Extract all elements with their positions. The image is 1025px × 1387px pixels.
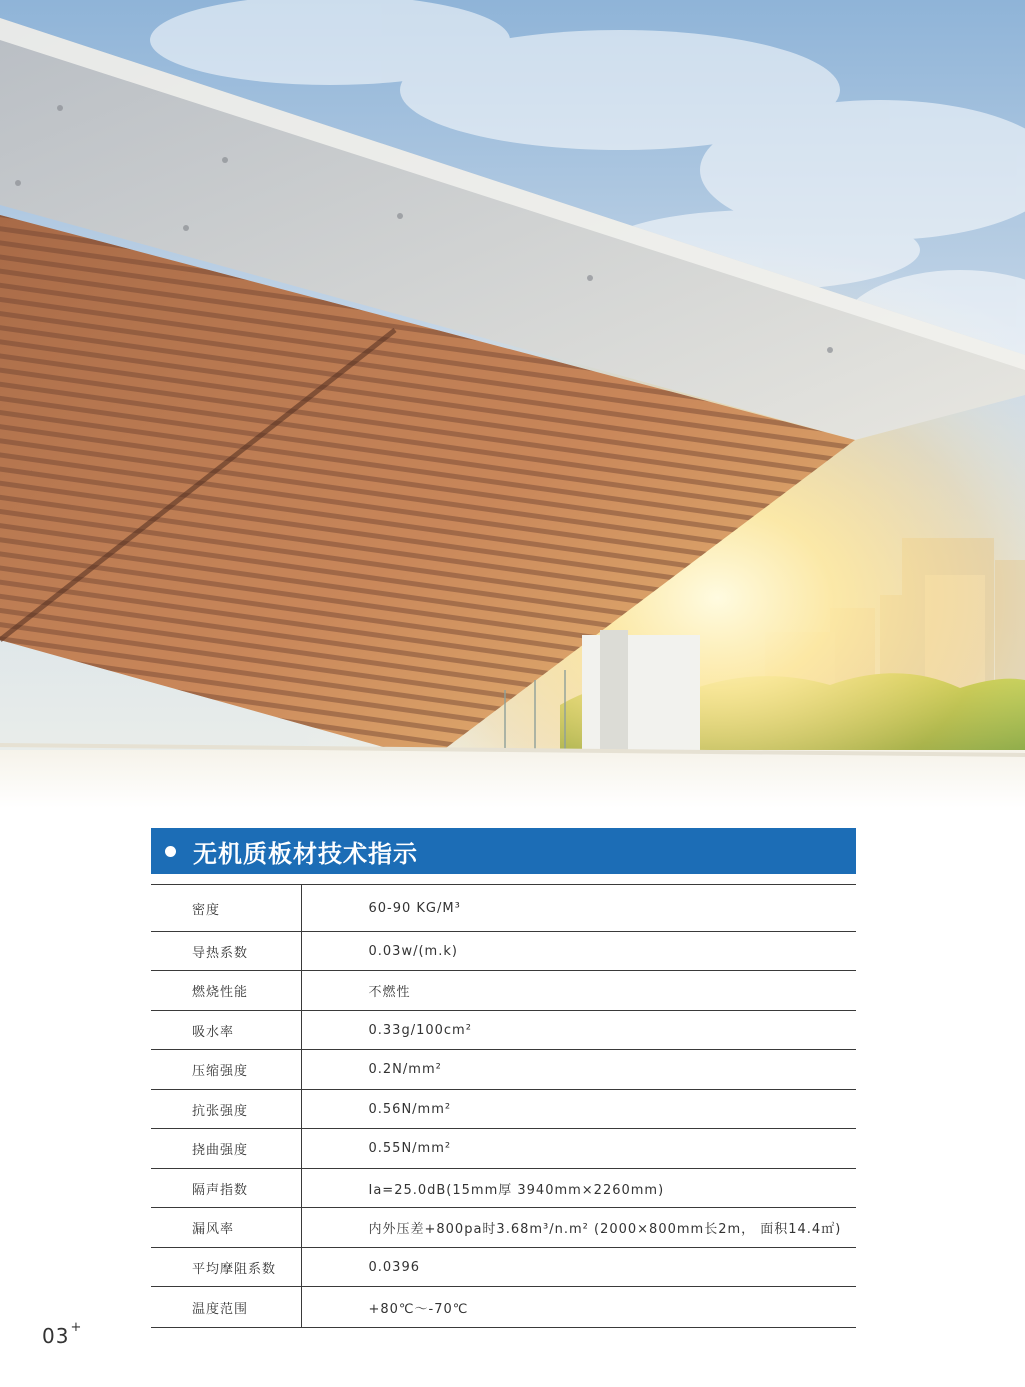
spec-label: 挠曲强度 [151, 1129, 301, 1169]
page-number [42, 1320, 83, 1348]
table-row [151, 971, 856, 1011]
table-row [151, 932, 856, 971]
spec-label: 密度 [151, 885, 301, 932]
spec-value: 内外压差+800pa时3.68m³/n.m² (2000×800mm长2m， 面积14.4㎡) [368, 1222, 842, 1237]
table-row [151, 1129, 856, 1169]
table-row [151, 1050, 856, 1090]
spec-table [151, 884, 856, 1328]
spec-label: 吸水率 [151, 1011, 301, 1050]
table-row [151, 1208, 856, 1248]
spec-value: 0.03w/(m.k) [368, 943, 458, 959]
spec-label: 抗张强度 [151, 1090, 301, 1129]
spec-value: +80℃～-70℃ [368, 1301, 469, 1317]
spec-header-bar [151, 828, 856, 874]
spec-value: Ia=25.0dB(15mm厚 3940mm×2260mm) [368, 1182, 665, 1198]
spec-value: 不燃性 [368, 985, 411, 1000]
table-row [151, 1169, 856, 1208]
table-row [151, 1011, 856, 1050]
spec-value: 60-90 KG/M³ [368, 900, 461, 916]
page-number-value: 03 [42, 1324, 70, 1348]
table-row [151, 885, 856, 932]
spec-value: 0.0396 [368, 1259, 420, 1275]
spec-label: 隔声指数 [151, 1169, 301, 1208]
spec-label: 压缩强度 [151, 1050, 301, 1090]
table-row [151, 1287, 856, 1328]
spec-title: 无机质板材技术指示 [193, 839, 418, 868]
spec-value: 0.56N/mm² [368, 1101, 452, 1117]
spec-label: 平均摩阻系数 [151, 1248, 301, 1287]
spec-value: 0.2N/mm² [368, 1062, 442, 1077]
page-number-suffix: + [70, 1320, 83, 1335]
bullet-dot-icon [165, 846, 176, 857]
spec-value: 0.33g/100cm² [368, 1022, 472, 1038]
spec-label: 漏风率 [151, 1208, 301, 1248]
table-row [151, 1090, 856, 1129]
spec-value: 0.55N/mm² [368, 1141, 452, 1156]
spec-label: 温度范围 [151, 1287, 301, 1328]
table-row [151, 1248, 856, 1287]
spec-label: 燃烧性能 [151, 971, 301, 1011]
spec-label: 导热系数 [151, 932, 301, 971]
